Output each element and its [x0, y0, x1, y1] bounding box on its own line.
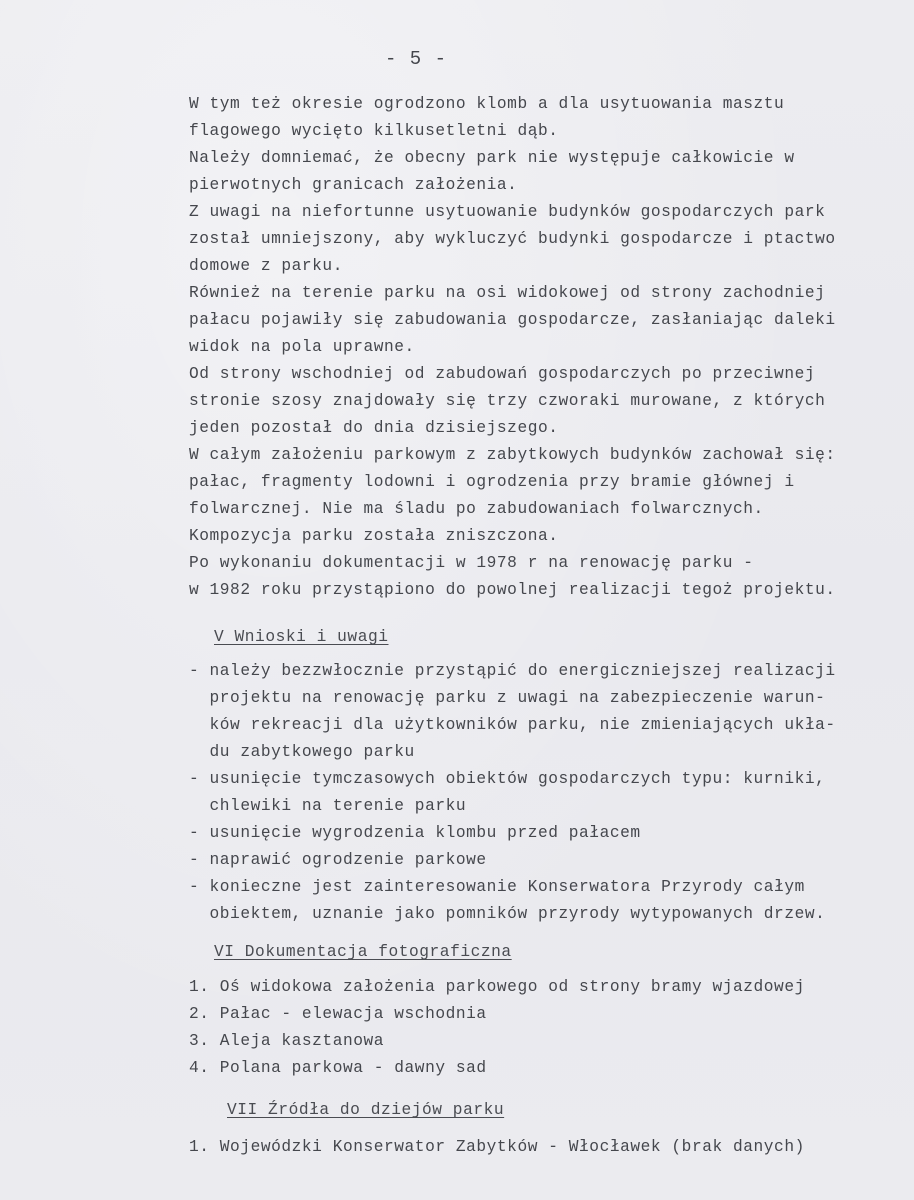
numbered-item: 3. Aleja kasztanowa: [189, 1032, 385, 1050]
list-item: du zabytkowego parku: [189, 743, 415, 761]
body-line: Należy domniemać, że obecny park nie występuje całkowicie w: [189, 149, 795, 167]
body-line: stronie szosy znajdowały się trzy czworaki murowane, z których: [189, 392, 826, 410]
numbered-item: 1. Oś widokowa założenia parkowego od strony bramy wjazdowej: [189, 978, 805, 996]
section-heading-wnioski: V Wnioski i uwagi: [214, 628, 389, 646]
body-line: flagowego wycięto kilkusetletni dąb.: [189, 122, 559, 140]
body-line: został umniejszony, aby wykluczyć budynki gospodarcze i ptactwo: [189, 230, 836, 248]
body-line: pałac, fragmenty lodowni i ogrodzenia przy bramie głównej i: [189, 473, 795, 491]
body-line: W całym założeniu parkowym z zabytkowych budynków zachował się:: [189, 446, 836, 464]
list-item: - usunięcie wygrodzenia klombu przed pałacem: [189, 824, 641, 842]
body-line: folwarcznej. Nie ma śladu po zabudowaniach folwarcznych.: [189, 500, 764, 518]
numbered-item: 1. Wojewódzki Konserwator Zabytków - Włocławek (brak danych): [189, 1138, 805, 1156]
page-number: - 5 -: [385, 48, 448, 70]
body-line: widok na pola uprawne.: [189, 338, 415, 356]
numbered-item: 4. Polana parkowa - dawny sad: [189, 1059, 487, 1077]
body-line: jeden pozostał do dnia dzisiejszego.: [189, 419, 559, 437]
list-item: chlewiki na terenie parku: [189, 797, 467, 815]
list-item: ków rekreacji dla użytkowników parku, nie zmieniających ukła-: [189, 716, 836, 734]
body-line: domowe z parku.: [189, 257, 343, 275]
section-heading-dokumentacja: VI Dokumentacja fotograficzna: [214, 943, 512, 961]
body-line: Od strony wschodniej od zabudowań gospodarczych po przeciwnej: [189, 365, 816, 383]
body-line: w 1982 roku przystąpiono do powolnej realizacji tegoż projektu.: [189, 581, 836, 599]
body-line: pierwotnych granicach założenia.: [189, 176, 518, 194]
list-item: obiektem, uznanie jako pomników przyrody wytypowanych drzew.: [189, 905, 826, 923]
body-line: Z uwagi na niefortunne usytuowanie budynków gospodarczych park: [189, 203, 826, 221]
list-item: - usunięcie tymczasowych obiektów gospodarczych typu: kurniki,: [189, 770, 826, 788]
list-item: - naprawić ogrodzenie parkowe: [189, 851, 487, 869]
section-heading-zrodla: VII Źródła do dziejów parku: [227, 1101, 505, 1119]
body-line: Również na terenie parku na osi widokowej od strony zachodniej: [189, 284, 826, 302]
list-item: projektu na renowację parku z uwagi na zabezpieczenie warun-: [189, 689, 826, 707]
body-line: pałacu pojawiły się zabudowania gospodarcze, zasłaniając daleki: [189, 311, 836, 329]
list-item: - konieczne jest zainteresowanie Konserwatora Przyrody całym: [189, 878, 805, 896]
numbered-item: 2. Pałac - elewacja wschodnia: [189, 1005, 487, 1023]
body-line: Kompozycja parku została zniszczona.: [189, 527, 559, 545]
body-line: Po wykonaniu dokumentacji w 1978 r na renowację parku -: [189, 554, 754, 572]
list-item: - należy bezzwłocznie przystąpić do energiczniejszej realizacji: [189, 662, 836, 680]
body-line: W tym też okresie ogrodzono klomb a dla usytuowania masztu: [189, 95, 785, 113]
